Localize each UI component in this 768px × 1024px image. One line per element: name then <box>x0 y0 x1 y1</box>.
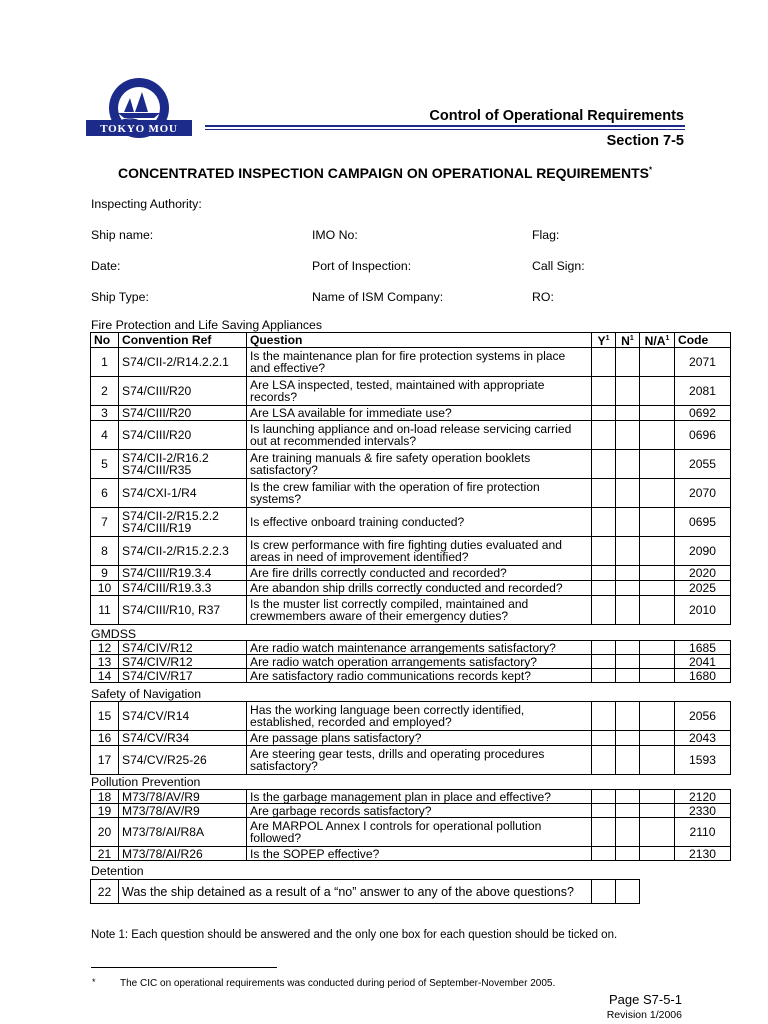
yes-checkbox[interactable] <box>592 655 616 669</box>
row-no: 11 <box>91 596 119 625</box>
section-number: Section 7-5 <box>606 133 684 149</box>
row-ref: M73/78/AV/R9 <box>119 790 247 804</box>
header-na <box>640 333 675 348</box>
footnote-rule <box>91 967 277 968</box>
row-ref: S74/CV/R14 <box>119 702 247 731</box>
header-code: Code <box>675 333 731 348</box>
na-checkbox[interactable] <box>640 818 675 847</box>
row-no: 16 <box>91 731 119 746</box>
yes-checkbox[interactable] <box>592 880 616 904</box>
row-ref: S74/CIV/R12 <box>119 655 247 669</box>
no-checkbox[interactable] <box>616 746 640 775</box>
ship-emblem-icon <box>86 60 192 138</box>
inspecting-authority-label: Inspecting Authority: <box>91 197 202 211</box>
no-checkbox[interactable] <box>616 880 640 904</box>
footnote-text: The CIC on operational requirements was conducted during period of September-November 2005. <box>120 978 556 989</box>
row-ref: M73/78/AI/R8A <box>119 818 247 847</box>
flag-label: Flag: <box>532 228 560 242</box>
row-code: 2043 <box>675 731 731 746</box>
logo-banner-text: TOKYO MOU <box>100 123 178 135</box>
row-question: Is the muster list correctly compiled, maintained and crewmembers aware of their emergency duties? <box>247 596 592 625</box>
detention-table <box>90 879 640 904</box>
no-checkbox[interactable] <box>616 479 640 508</box>
row-question: Are fire drills correctly conducted and recorded? <box>247 566 592 581</box>
gmdss-table <box>90 640 731 683</box>
na-checkbox[interactable] <box>640 581 675 596</box>
na-checkbox[interactable] <box>640 421 675 450</box>
na-checkbox[interactable] <box>640 450 675 479</box>
row-no: 12 <box>91 641 119 655</box>
no-checkbox[interactable] <box>616 596 640 625</box>
row-question: Are abandon ship drills correctly conducted and recorded? <box>247 581 592 596</box>
row-code: 1685 <box>675 641 731 655</box>
row-question: Are radio watch operation arrangements satisfactory? <box>247 655 592 669</box>
row-no: 18 <box>91 790 119 804</box>
row-code: 2330 <box>675 804 731 818</box>
table-row <box>91 508 731 537</box>
fire-protection-table <box>90 332 731 625</box>
row-code: 2120 <box>675 790 731 804</box>
call-sign-label: Call Sign: <box>532 259 585 273</box>
table-row <box>91 450 731 479</box>
no-checkbox[interactable] <box>616 450 640 479</box>
na-checkbox[interactable] <box>640 669 675 683</box>
table-row <box>91 537 731 566</box>
table-row <box>91 377 731 406</box>
row-no: 2 <box>91 377 119 406</box>
na-checkbox[interactable] <box>640 847 675 861</box>
yes-checkbox[interactable] <box>592 508 616 537</box>
note-text: Note 1: Each question should be answered and the only one box for each question should be ticked on. <box>91 929 618 941</box>
row-ref: S74/CIII/R10, R37 <box>119 596 247 625</box>
row-no: 19 <box>91 804 119 818</box>
row-code: 2041 <box>675 655 731 669</box>
yes-checkbox[interactable] <box>592 450 616 479</box>
yes-checkbox[interactable] <box>592 731 616 746</box>
header-no: No <box>91 333 119 348</box>
row-code: 1680 <box>675 669 731 683</box>
page-title-text: CONCENTRATED INSPECTION CAMPAIGN ON OPERATIONAL REQUIREMENTS <box>118 165 649 181</box>
no-checkbox[interactable] <box>616 847 640 861</box>
table-row <box>91 702 731 731</box>
no-checkbox[interactable] <box>616 508 640 537</box>
row-no: 3 <box>91 406 119 421</box>
row-question: Has the working language been correctly identified, established, recorded and employed? <box>247 702 592 731</box>
header-rule <box>205 125 685 127</box>
row-no: 21 <box>91 847 119 861</box>
table-row <box>91 566 731 581</box>
page-title-footnote-mark: * <box>648 165 653 175</box>
yes-checkbox[interactable] <box>592 818 616 847</box>
section-title-fire: Fire Protection and Life Saving Appliances <box>91 318 323 332</box>
row-ref: S74/CII-2/R16.2 S74/CIII/R35 <box>119 450 247 479</box>
no-checkbox[interactable] <box>616 537 640 566</box>
no-checkbox[interactable] <box>616 818 640 847</box>
table-row <box>91 669 731 683</box>
row-no: 7 <box>91 508 119 537</box>
section-title-detention: Detention <box>91 864 144 878</box>
na-checkbox[interactable] <box>640 790 675 804</box>
table-row <box>91 746 731 775</box>
row-question: Are passage plans satisfactory? <box>247 731 592 746</box>
row-question: Is the SOPEP effective? <box>247 847 592 861</box>
row-question: Are MARPOL Annex I controls for operational pollution followed? <box>247 818 592 847</box>
row-no: 1 <box>91 348 119 377</box>
row-ref: S74/CIII/R20 <box>119 421 247 450</box>
table-row <box>91 581 731 596</box>
header-convention-ref: Convention Ref <box>119 333 247 348</box>
row-no: 10 <box>91 581 119 596</box>
section-title-gmdss: GMDSS <box>91 627 137 641</box>
row-code: 2025 <box>675 581 731 596</box>
table-header-row <box>91 333 731 348</box>
ship-name-label: Ship name: <box>91 228 154 242</box>
header-title: Control of Operational Requirements <box>429 108 684 124</box>
row-no: 20 <box>91 818 119 847</box>
header-rule-thin <box>205 129 685 130</box>
row-no: 17 <box>91 746 119 775</box>
header-question: Question <box>247 333 592 348</box>
yes-checkbox[interactable] <box>592 537 616 566</box>
row-code: 2055 <box>675 450 731 479</box>
row-no: 15 <box>91 702 119 731</box>
na-checkbox[interactable] <box>640 655 675 669</box>
no-checkbox[interactable] <box>616 669 640 683</box>
no-checkbox[interactable] <box>616 790 640 804</box>
table-row <box>91 880 640 904</box>
yes-checkbox[interactable] <box>592 566 616 581</box>
no-checkbox[interactable] <box>616 421 640 450</box>
row-code: 2081 <box>675 377 731 406</box>
yes-checkbox[interactable] <box>592 421 616 450</box>
yes-checkbox[interactable] <box>592 804 616 818</box>
yes-checkbox[interactable] <box>592 377 616 406</box>
row-question: Are satisfactory radio communications records kept? <box>247 669 592 683</box>
row-ref: S74/CV/R34 <box>119 731 247 746</box>
row-ref: S74/CIII/R19.3.4 <box>119 566 247 581</box>
navigation-table <box>90 701 731 775</box>
tokyo-mou-logo <box>86 60 192 138</box>
row-question: Is effective onboard training conducted? <box>247 508 592 537</box>
imo-no-label: IMO No: <box>312 228 358 242</box>
no-checkbox[interactable] <box>616 641 640 655</box>
section-title-navigation: Safety of Navigation <box>91 687 202 701</box>
row-code: 2090 <box>675 537 731 566</box>
row-ref: M73/78/AV/R9 <box>119 804 247 818</box>
header-yes-mark: 1 <box>605 335 610 342</box>
table-row <box>91 421 731 450</box>
ship-type-label: Ship Type: <box>91 290 149 304</box>
row-code: 2056 <box>675 702 731 731</box>
na-checkbox[interactable] <box>640 406 675 421</box>
yes-checkbox[interactable] <box>592 746 616 775</box>
row-ref: S74/CXI-1/R4 <box>119 479 247 508</box>
row-code: 2071 <box>675 348 731 377</box>
header-yes-text: Y <box>597 334 606 348</box>
table-row <box>91 804 731 818</box>
row-code: 2110 <box>675 818 731 847</box>
logo-arc-text: ASIA PACIFIC PSC <box>102 63 176 90</box>
row-question: Are garbage records satisfactory? <box>247 804 592 818</box>
pollution-table <box>90 789 731 861</box>
row-question: Is the crew familiar with the operation of fire protection systems? <box>247 479 592 508</box>
row-no: 22 <box>91 880 119 904</box>
table-row <box>91 406 731 421</box>
row-question: Is crew performance with fire fighting duties evaluated and areas in need of improvement identified? <box>247 537 592 566</box>
row-question: Are LSA available for immediate use? <box>247 406 592 421</box>
na-checkbox[interactable] <box>640 804 675 818</box>
table-row <box>91 847 731 861</box>
row-no: 13 <box>91 655 119 669</box>
na-checkbox[interactable] <box>640 702 675 731</box>
no-checkbox[interactable] <box>616 655 640 669</box>
row-code: 2020 <box>675 566 731 581</box>
row-code: 0696 <box>675 421 731 450</box>
row-no: 4 <box>91 421 119 450</box>
yes-checkbox[interactable] <box>592 479 616 508</box>
row-ref: S74/CIII/R20 <box>119 377 247 406</box>
row-ref: S74/CIV/R12 <box>119 641 247 655</box>
row-code: 2130 <box>675 847 731 861</box>
table-row <box>91 596 731 625</box>
row-no: 6 <box>91 479 119 508</box>
na-checkbox[interactable] <box>640 348 675 377</box>
no-checkbox[interactable] <box>616 566 640 581</box>
row-question: Are radio watch maintenance arrangements satisfactory? <box>247 641 592 655</box>
na-checkbox[interactable] <box>640 508 675 537</box>
no-checkbox[interactable] <box>616 731 640 746</box>
no-checkbox[interactable] <box>616 702 640 731</box>
table-row <box>91 731 731 746</box>
row-ref: S74/CIII/R19.3.3 <box>119 581 247 596</box>
section-title-pollution: Pollution Prevention <box>91 775 201 789</box>
header-no-answer <box>616 333 640 348</box>
yes-checkbox[interactable] <box>592 596 616 625</box>
row-ref: M73/78/AI/R26 <box>119 847 247 861</box>
header-no-answer-mark: 1 <box>629 335 634 342</box>
no-checkbox[interactable] <box>616 348 640 377</box>
na-checkbox[interactable] <box>640 596 675 625</box>
yes-checkbox[interactable] <box>592 847 616 861</box>
yes-checkbox[interactable] <box>592 790 616 804</box>
no-checkbox[interactable] <box>616 377 640 406</box>
row-ref: S74/CII-2/R15.2.2.3 <box>119 537 247 566</box>
row-no: 8 <box>91 537 119 566</box>
na-checkbox[interactable] <box>640 479 675 508</box>
row-code: 0695 <box>675 508 731 537</box>
revision-label: Revision 1/2006 <box>606 1009 682 1021</box>
date-label: Date: <box>91 259 121 273</box>
row-no: 9 <box>91 566 119 581</box>
row-question: Are LSA inspected, tested, maintained with appropriate records? <box>247 377 592 406</box>
header-na-mark: 1 <box>665 335 670 342</box>
row-question: Is launching appliance and on-load release servicing carried out at recommended intervals? <box>247 421 592 450</box>
page-title <box>118 165 652 181</box>
row-no: 14 <box>91 669 119 683</box>
table-row <box>91 641 731 655</box>
row-code: 2010 <box>675 596 731 625</box>
row-code: 1593 <box>675 746 731 775</box>
footnote-mark: * <box>92 977 96 987</box>
na-checkbox[interactable] <box>640 566 675 581</box>
yes-checkbox[interactable] <box>592 702 616 731</box>
yes-checkbox[interactable] <box>592 406 616 421</box>
row-code: 0692 <box>675 406 731 421</box>
table-row <box>91 818 731 847</box>
header-no-answer-text: N <box>621 334 630 348</box>
row-question: Was the ship detained as a result of a “no” answer to any of the above questions? <box>119 880 592 904</box>
yes-checkbox[interactable] <box>592 641 616 655</box>
header-na-text: N/A <box>644 334 666 348</box>
na-checkbox[interactable] <box>640 641 675 655</box>
table-row <box>91 348 731 377</box>
na-checkbox[interactable] <box>640 537 675 566</box>
row-ref: S74/CII-2/R14.2.2.1 <box>119 348 247 377</box>
yes-checkbox[interactable] <box>592 348 616 377</box>
row-question: Is the garbage management plan in place and effective? <box>247 790 592 804</box>
no-checkbox[interactable] <box>616 406 640 421</box>
yes-checkbox[interactable] <box>592 669 616 683</box>
na-checkbox[interactable] <box>640 377 675 406</box>
row-question: Are training manuals & fire safety operation booklets satisfactory? <box>247 450 592 479</box>
row-ref: S74/CII-2/R15.2.2 S74/CIII/R19 <box>119 508 247 537</box>
row-code: 2070 <box>675 479 731 508</box>
ro-label: RO: <box>532 290 554 304</box>
no-checkbox[interactable] <box>616 804 640 818</box>
no-checkbox[interactable] <box>616 581 640 596</box>
row-question: Is the maintenance plan for fire protection systems in place and effective? <box>247 348 592 377</box>
table-row <box>91 790 731 804</box>
page-number: Page S7-5-1 <box>609 992 682 1007</box>
table-row <box>91 479 731 508</box>
na-checkbox[interactable] <box>640 731 675 746</box>
row-ref: S74/CV/R25-26 <box>119 746 247 775</box>
yes-checkbox[interactable] <box>592 581 616 596</box>
table-row <box>91 655 731 669</box>
row-question: Are steering gear tests, drills and operating procedures satisfactory? <box>247 746 592 775</box>
row-no: 5 <box>91 450 119 479</box>
row-ref: S74/CIV/R17 <box>119 669 247 683</box>
na-checkbox[interactable] <box>640 746 675 775</box>
header-yes <box>592 333 616 348</box>
ism-company-label: Name of ISM Company: <box>312 290 444 304</box>
port-of-inspection-label: Port of Inspection: <box>312 259 412 273</box>
row-ref: S74/CIII/R20 <box>119 406 247 421</box>
